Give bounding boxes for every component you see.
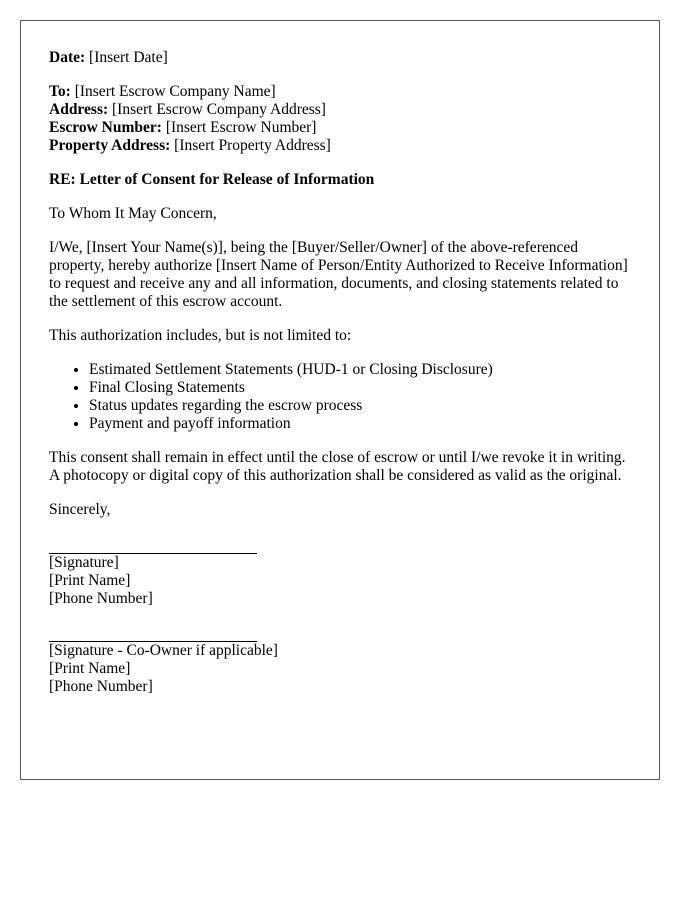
list-item: • Estimated Settlement Statements (HUD-1 or Closing Disclosure) <box>89 361 631 379</box>
consent-letter <box>20 20 660 780</box>
signature-block-co-owner <box>49 641 631 696</box>
address-label: Address: <box>49 101 109 118</box>
address-value: [Insert Escrow Company Address] <box>108 101 326 118</box>
to-line <box>49 83 631 101</box>
date-label: Date: <box>49 49 86 66</box>
address-line <box>49 101 631 119</box>
subject-block <box>49 171 631 189</box>
property-address-line <box>49 137 631 155</box>
signature-placeholder: [Signature - Co-Owner if applicable] <box>49 642 278 659</box>
escrow-number-value: [Insert Escrow Number] <box>161 119 317 136</box>
list-item: • Final Closing Statements <box>89 379 631 397</box>
date-block <box>49 49 631 67</box>
salutation: To Whom It May Concern, <box>49 205 217 222</box>
date-line <box>49 49 631 67</box>
body-paragraph-2: This authorization includes, but is not limited to: <box>49 327 352 344</box>
property-address-value: [Insert Property Address] <box>170 137 331 154</box>
escrow-number-label: Escrow Number: <box>49 119 162 136</box>
list-item: • Status updates regarding the escrow process <box>89 397 631 415</box>
print-name-placeholder: [Print Name] <box>49 572 131 589</box>
print-name-placeholder: [Print Name] <box>49 660 131 677</box>
date-value: [Insert Date] <box>85 49 168 66</box>
authorization-list <box>49 361 631 433</box>
body-paragraph-3: This consent shall remain in effect until the close of escrow or until I/we revoke it in writing. A photocopy or digital copy of this authorization shall be considered as valid as the original. <box>49 449 626 484</box>
subject-line <box>49 171 631 189</box>
list-item: • Payment and payoff information <box>89 415 631 433</box>
phone-number-placeholder: [Phone Number] <box>49 590 153 607</box>
escrow-number-line <box>49 119 631 137</box>
closing: Sincerely, <box>49 501 111 518</box>
subject-text: RE: Letter of Consent for Release of Information <box>49 171 375 188</box>
to-value: [Insert Escrow Company Name] <box>70 83 276 100</box>
body-paragraph-1: I/We, [Insert Your Name(s)], being the [Buyer/Seller/Owner] of the above-referenced property, hereby authorize [Insert Name of Person/Entity Authorized to Receive Information] to request and receive any and all information, documents, and closing statements related to the settlement of this escrow account. <box>49 239 628 310</box>
property-address-label: Property Address: <box>49 137 171 154</box>
phone-number-placeholder: [Phone Number] <box>49 678 153 695</box>
recipient-block <box>49 83 631 155</box>
signature-block-primary <box>49 553 631 608</box>
signature-placeholder: [Signature] <box>49 554 119 571</box>
to-label: To: <box>49 83 71 100</box>
